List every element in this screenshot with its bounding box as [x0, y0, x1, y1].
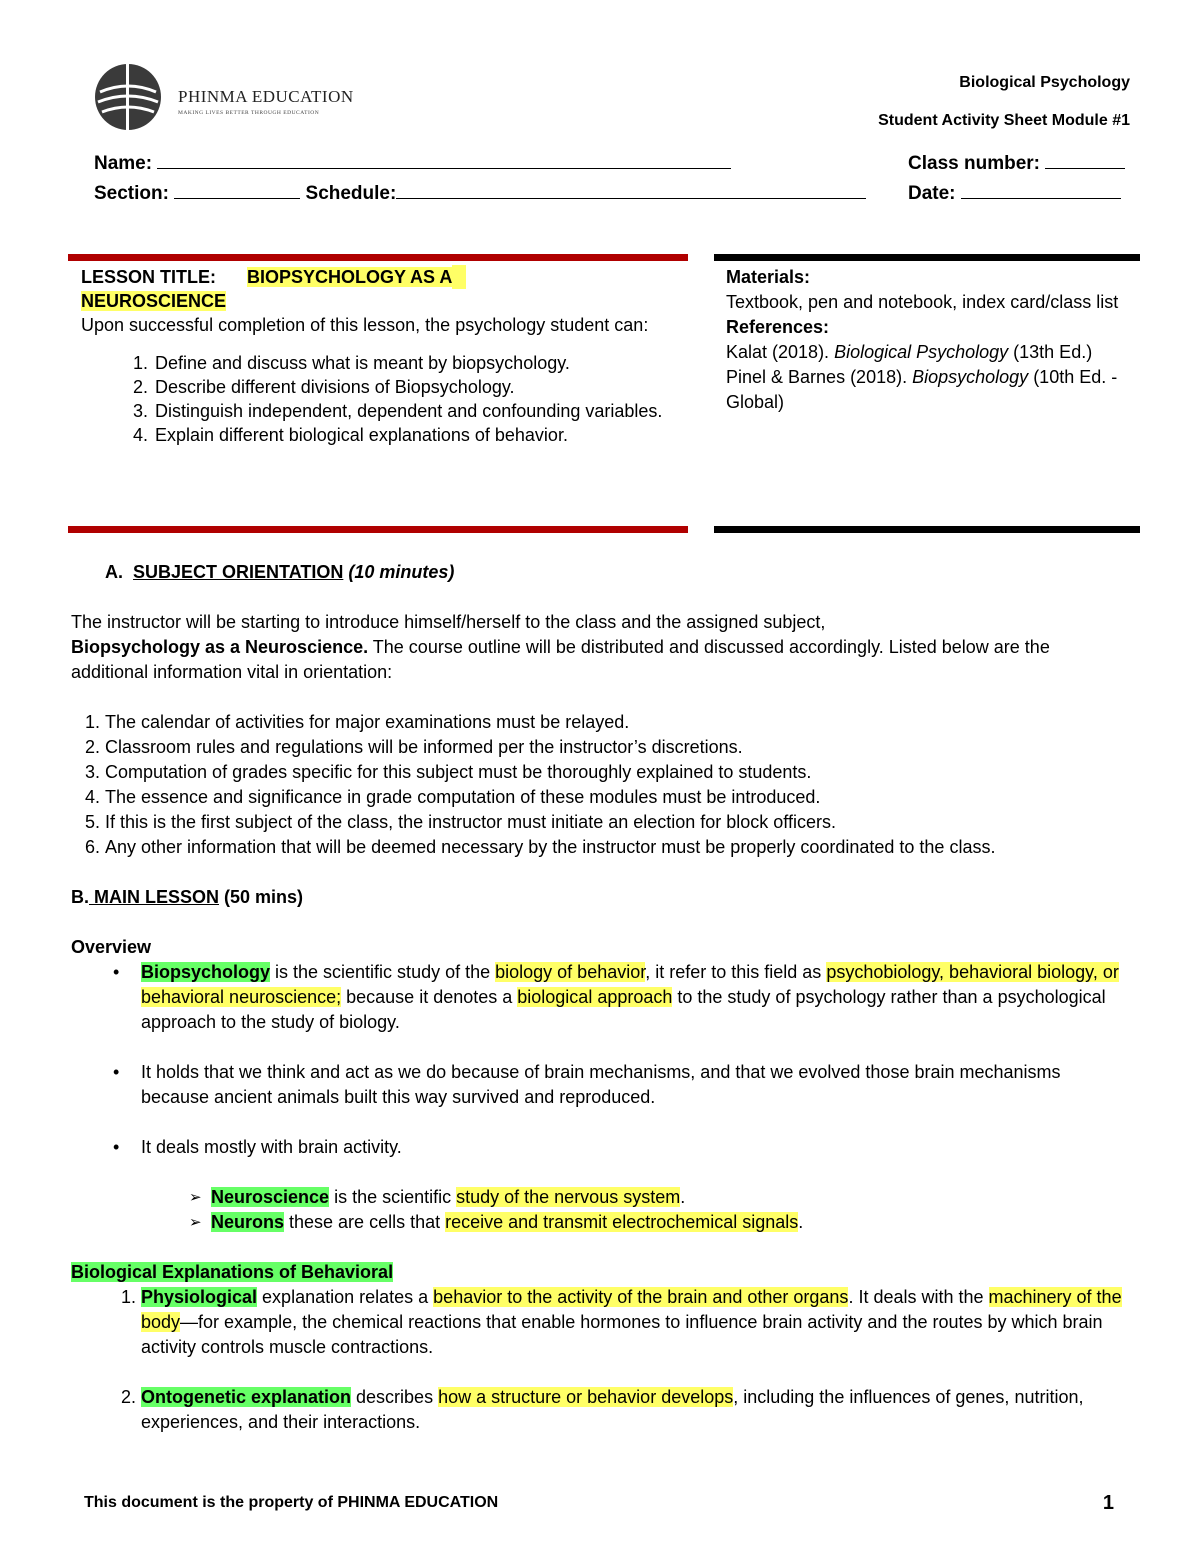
- class-number-field[interactable]: [908, 150, 1125, 175]
- date-blank[interactable]: [961, 180, 1121, 199]
- orientation-item: 6. Any other information that will be deemed necessary by the instructor must be properly coordinated to the class.: [105, 835, 1131, 860]
- module-title: Student Activity Sheet Module #1: [878, 112, 1130, 129]
- overview-heading: Overview: [71, 937, 152, 957]
- overview-bullet: • Biopsychology is the scientific study of the biology of behavior, it refer to this field as psychobiology, behavioral biology, or behavioral neuroscience; because it denotes a biological approach to the study of psychology rather than a psychological approach to the study of biology.: [141, 960, 1131, 1035]
- objective-item: 2. Describe different divisions of Biopsychology.: [153, 375, 677, 399]
- neuro-item: ➢ Neuroscience is the scientific study of the nervous system.: [211, 1185, 1131, 1210]
- lesson-title-part1: BIOPSYCHOLOGY AS A: [247, 267, 453, 287]
- lesson-title-part2: NEUROSCIENCE: [81, 291, 227, 311]
- materials-panel: [726, 265, 1126, 415]
- objectives-intro: Upon successful completion of this lesson, the psychology student can:: [81, 315, 649, 335]
- section-label: Section:: [94, 183, 169, 204]
- orientation-list: [71, 710, 1131, 860]
- logo-tagline: MAKING LIVES BETTER THROUGH EDUCATION: [178, 110, 320, 116]
- explanation-item: 2. Ontogenetic explanation describes how a structure or behavior develops, including the influences of genes, nutrition, experiences, and their interactions.: [141, 1385, 1131, 1435]
- explanation-item: 1. Physiological explanation relates a behavior to the activity of the brain and other organs. It deals with the machinery of the body—for example, the chemical reactions that enable hormones to influence brain activity and the routes by which brain activity controls muscle contractions.: [141, 1285, 1131, 1360]
- materials-top-rule: [714, 254, 1140, 261]
- objective-item: 3. Distinguish independent, dependent and confounding variables.: [153, 399, 677, 423]
- section-a-heading: A. SUBJECT ORIENTATION (10 minutes): [105, 562, 455, 582]
- orientation-item: 5. If this is the first subject of the class, the instructor must initiate an election for block officers.: [105, 810, 1131, 835]
- materials-bottom-rule: [714, 526, 1140, 533]
- logo-name: PHINMA EDUCATION: [178, 87, 354, 106]
- reference-1: Kalat (2018). Biological Psychology (13th Ed.): [726, 342, 1093, 362]
- footer-text: This document is the property of PHINMA EDUCATION: [84, 1494, 499, 1511]
- overview-bullet: • It holds that we think and act as we do because of brain mechanisms, and that we evolved those brain mechanisms because ancient animals built this way survived and reproduced.: [141, 1060, 1131, 1110]
- objective-item: 4. Explain different biological explanations of behavior.: [153, 423, 677, 447]
- course-title: Biological Psychology: [959, 74, 1130, 91]
- section-field[interactable]: [94, 180, 866, 205]
- overview-bullet: • It deals mostly with brain activity.: [141, 1135, 1131, 1160]
- section-blank[interactable]: [174, 180, 300, 199]
- lesson-title-label: LESSON TITLE:: [81, 267, 216, 287]
- orientation-item: 4. The essence and significance in grade computation of these modules must be introduced.: [105, 785, 1131, 810]
- reference-2: Pinel & Barnes (2018). Biopsychology (10th Ed. - Global): [726, 367, 1118, 412]
- section-b-heading: B. MAIN LESSON (50 mins): [71, 887, 304, 907]
- objectives-list: [81, 351, 677, 447]
- orientation-item: 3. Computation of grades specific for this subject must be thoroughly explained to students.: [105, 760, 1131, 785]
- explanations-list: [71, 1285, 1131, 1435]
- objective-item: 1. Define and discuss what is meant by biopsychology.: [153, 351, 677, 375]
- date-field[interactable]: [908, 180, 1121, 205]
- name-label: Name:: [94, 153, 153, 174]
- class-number-label: Class number:: [908, 153, 1040, 174]
- name-blank[interactable]: [157, 150, 731, 169]
- schedule-blank[interactable]: [396, 180, 866, 199]
- materials-text: Textbook, pen and notebook, index card/class list: [726, 292, 1119, 312]
- lesson-top-rule: [68, 254, 688, 261]
- orientation-item: 1. The calendar of activities for major examinations must be relayed.: [105, 710, 1131, 735]
- lesson-objectives-panel: [81, 265, 677, 447]
- explanations-heading: Biological Explanations of Behavioral: [71, 1262, 394, 1282]
- class-number-blank[interactable]: [1045, 150, 1125, 169]
- references-label: References:: [726, 317, 830, 337]
- materials-label: Materials:: [726, 267, 811, 287]
- page-number: 1: [1102, 1492, 1114, 1514]
- module-body: [71, 560, 1131, 1435]
- lesson-bottom-rule: [68, 526, 688, 533]
- overview-bullets: [71, 960, 1131, 1160]
- date-label: Date:: [908, 183, 956, 204]
- name-field[interactable]: [94, 150, 731, 175]
- orientation-item: 2. Classroom rules and regulations will be informed per the instructor’s discretions.: [105, 735, 1131, 760]
- lesson-title: [81, 265, 677, 313]
- section-a-intro: The instructor will be starting to introduce himself/herself to the class and the assigned subject, Biopsychology as a Neuroscience. The course outline will be distributed and discussed accordingly. Listed below are the additional information vital in orientation:: [71, 612, 1050, 682]
- neuro-item: ➢ Neurons these are cells that receive and transmit electrochemical signals.: [211, 1210, 1131, 1235]
- neuro-list: [71, 1185, 1131, 1235]
- schedule-label: Schedule:: [305, 183, 397, 204]
